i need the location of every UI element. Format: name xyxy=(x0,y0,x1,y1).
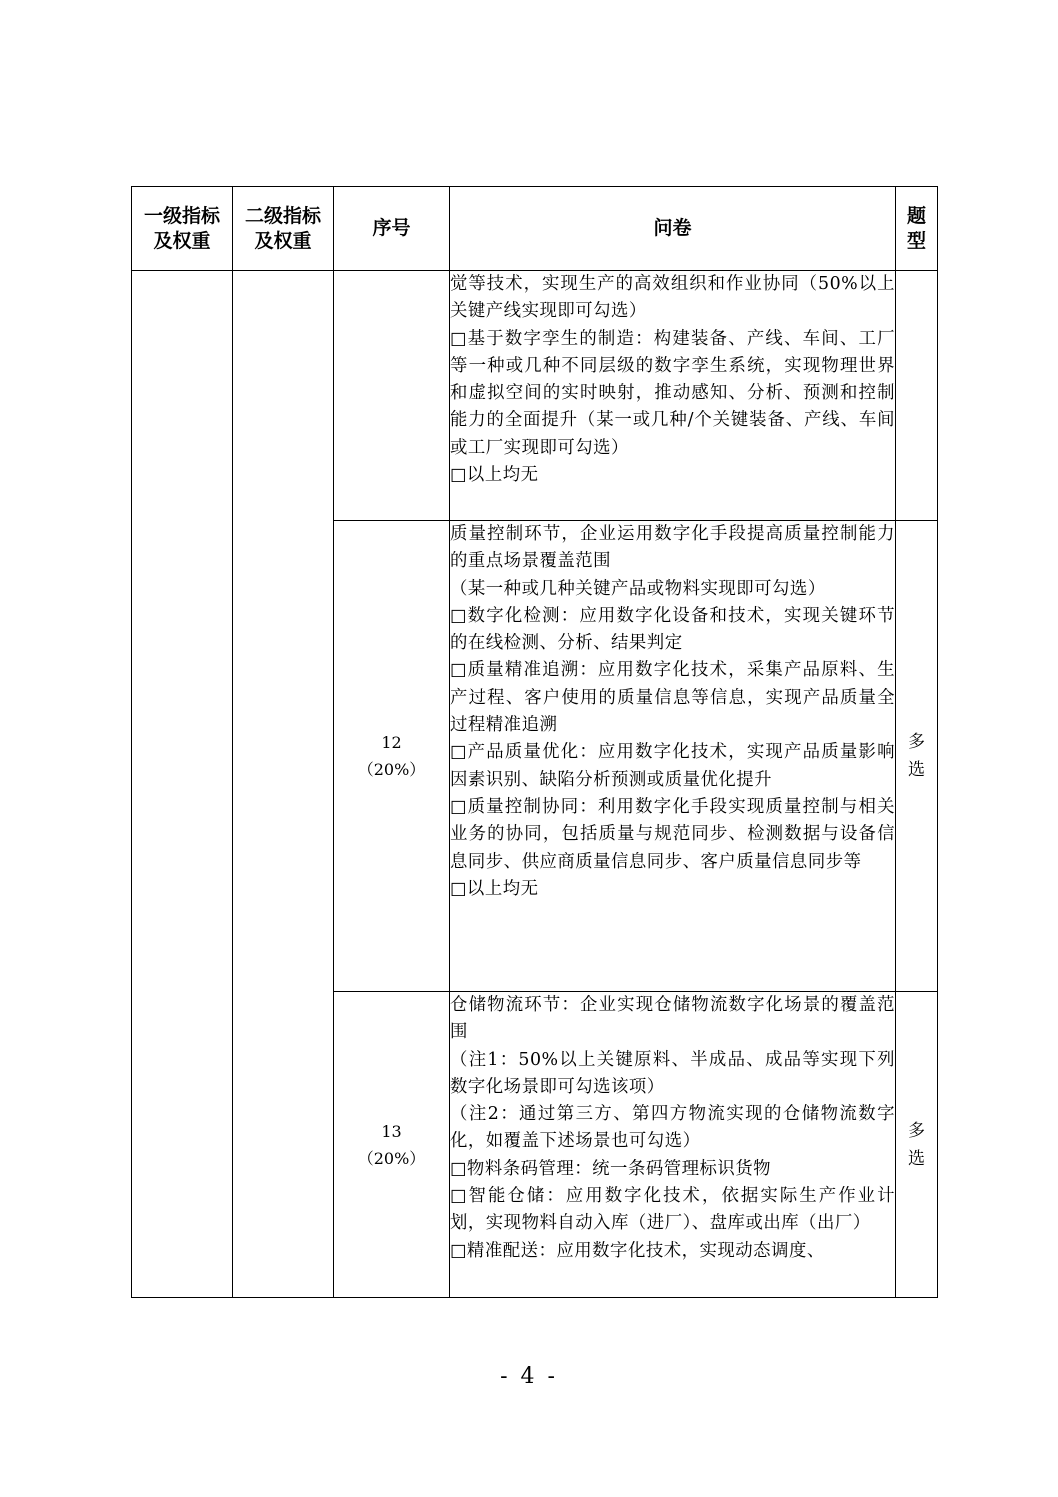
question-note-2: （注2：通过第三方、第四方物流实现的仓储物流数字化，如覆盖下述场景也可勾选） xyxy=(450,1104,895,1152)
question-cell-13 xyxy=(450,992,896,1298)
type-cell-13: 多选 xyxy=(896,992,938,1298)
sequence-number: 12 xyxy=(381,733,402,752)
question-line: 觉等技术，实现生产的高效组织和作业协同（50%以上关键产线实现即可勾选） xyxy=(450,274,895,322)
question-title: 质量控制环节，企业运用数字化手段提高质量控制能力的重点场景覆盖范围 xyxy=(450,524,895,572)
question-cell-12 xyxy=(450,521,896,992)
header-level1-indicator: 一级指标及权重 xyxy=(132,187,233,271)
sequence-weight: （20%） xyxy=(357,760,426,779)
sequence-weight: （20%） xyxy=(357,1148,426,1168)
table-row-continued xyxy=(132,271,938,521)
option-digital-twin: □基于数字孪生的制造：构建装备、产线、车间、工厂等一种或几种不同层级的数字孪生系统，实现物理世界和虚拟空间的实时映射，推动感知、分析、预测和控制能力的全面提升（某一或几种/个关键装备、产线、车间或工厂实现即可勾选） xyxy=(450,328,895,458)
level1-indicator-cell xyxy=(132,271,233,1298)
page-number: - 4 - xyxy=(500,1364,558,1389)
sequence-cell-13 xyxy=(334,992,450,1298)
level2-indicator-cell xyxy=(233,271,334,1298)
type-cell-empty xyxy=(896,271,938,521)
option-none: □以上均无 xyxy=(450,465,539,486)
option-barcode-management: □物料条码管理：统一条码管理标识货物 xyxy=(450,1158,772,1179)
option-none: □以上均无 xyxy=(450,878,539,899)
type-cell-12: 多选 xyxy=(896,521,938,992)
question-note: （某一种或几种关键产品或物料实现即可勾选） xyxy=(450,578,826,599)
question-note-1: （注1：50%以上关键原料、半成品、成品等实现下列数字化场景即可勾选该项） xyxy=(450,1049,895,1097)
option-quality-collaboration: □质量控制协同：利用数字化手段实现质量控制与相关业务的协同，包括质量与规范同步、检测数据与设备信息同步、供应商质量信息同步、客户质量信息同步等 xyxy=(450,796,895,872)
sequence-number: 13 xyxy=(381,1121,402,1141)
sequence-cell-empty xyxy=(334,271,450,521)
option-digital-inspection: □数字化检测：应用数字化设备和技术，实现关键环节的在线检测、分析、结果判定 xyxy=(450,605,895,654)
sequence-cell-12 xyxy=(334,521,450,992)
option-quality-optimization: □产品质量优化：应用数字化技术，实现产品质量影响因素识别、缺陷分析预测或质量优化提升 xyxy=(450,742,895,790)
header-row xyxy=(132,187,938,271)
header-level2-indicator: 二级指标及权重 xyxy=(233,187,334,271)
question-cell-continued xyxy=(450,271,896,521)
header-sequence: 序号 xyxy=(334,187,450,271)
question-title: 仓储物流环节：企业实现仓储物流数字化场景的覆盖范围 xyxy=(450,995,895,1043)
option-precise-delivery: □精准配送：应用数字化技术，实现动态调度、 xyxy=(450,1240,825,1261)
option-quality-traceability: □质量精准追溯：应用数字化技术，采集产品原料、生产过程、客户使用的质量信息等信息，实现产品质量全过程精准追溯 xyxy=(450,660,895,736)
header-questionnaire: 问卷 xyxy=(450,187,896,271)
option-smart-warehouse: □智能仓储：应用数字化技术，依据实际生产作业计划，实现物料自动入库（进厂）、盘库或出库（出厂） xyxy=(450,1186,895,1234)
questionnaire-table xyxy=(131,186,938,1298)
header-question-type: 题型 xyxy=(896,187,938,271)
